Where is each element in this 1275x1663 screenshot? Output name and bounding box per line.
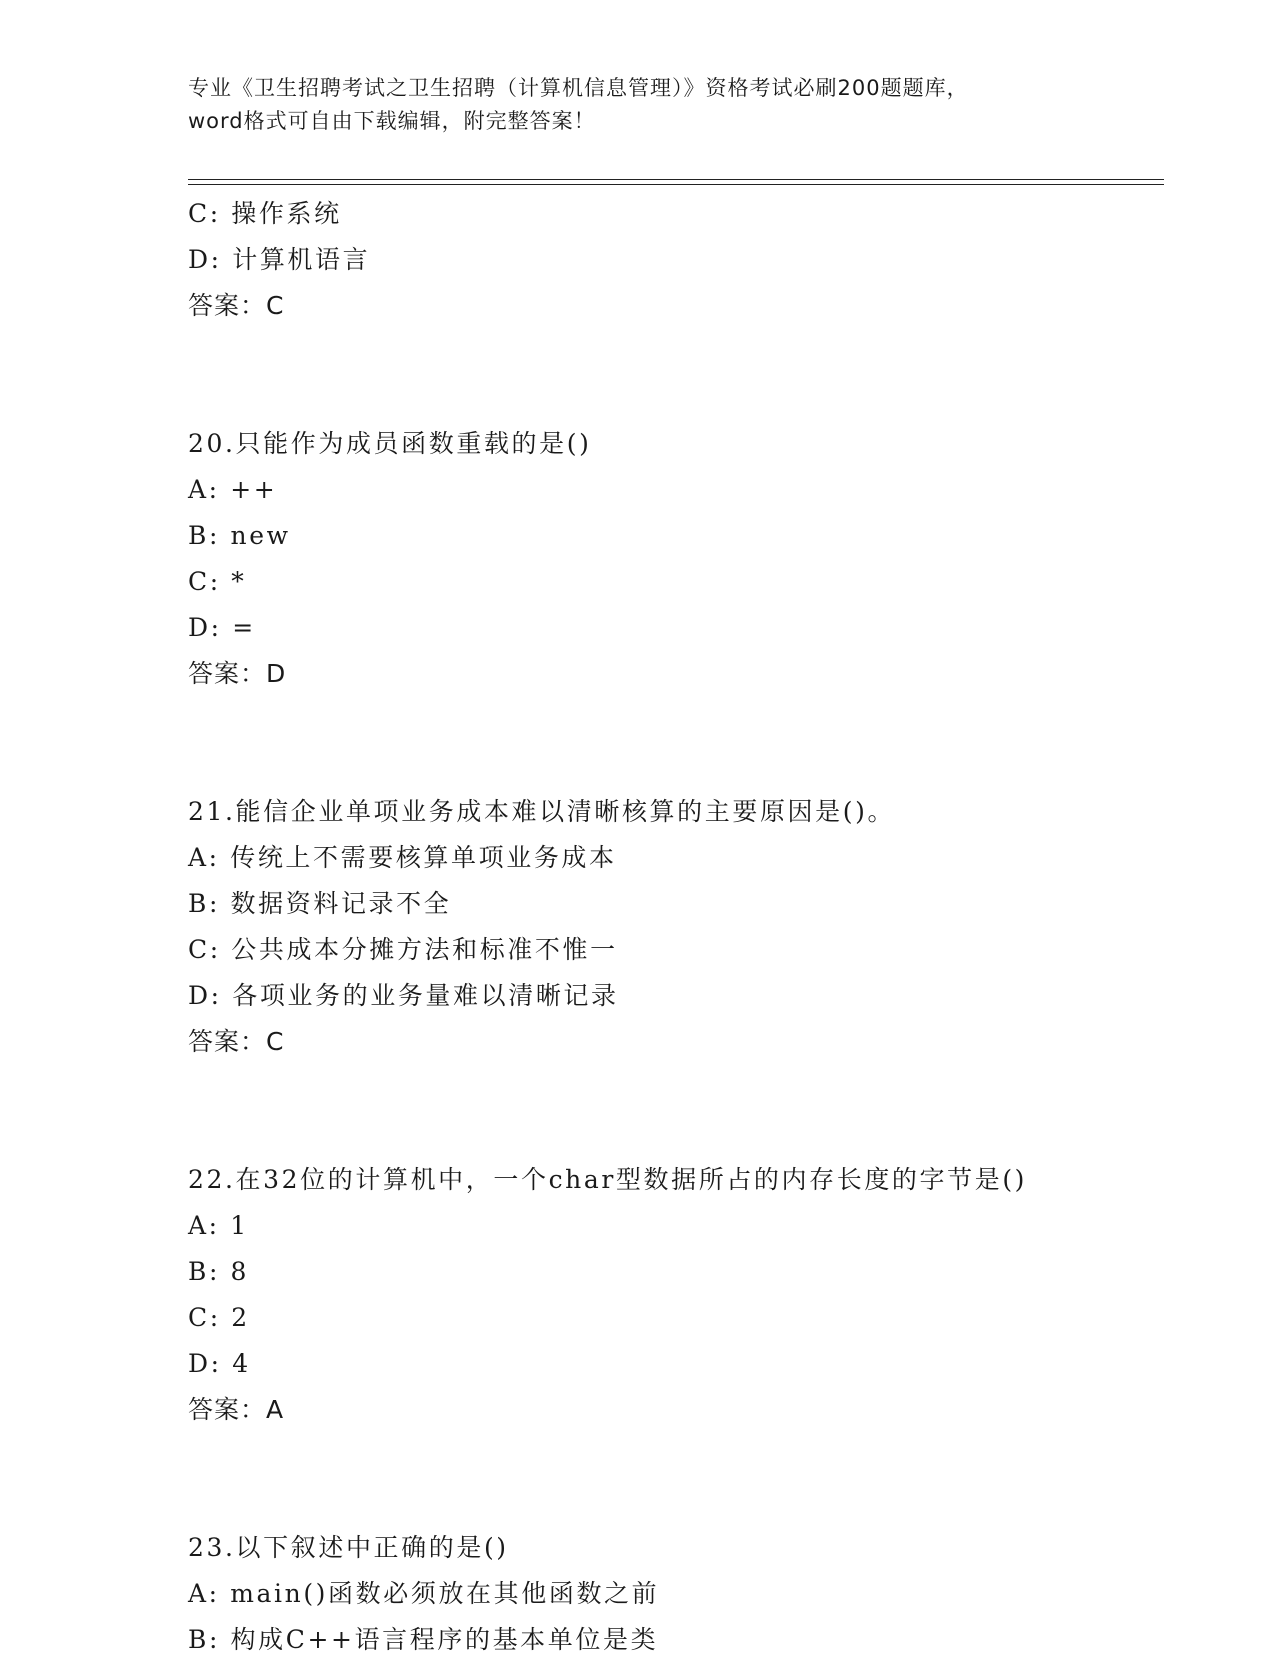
option-b: B: new (188, 521, 291, 550)
spacer (188, 1433, 1168, 1525)
option-d: D: = (188, 613, 256, 642)
spacer (188, 1065, 1168, 1157)
option-b: B: 8 (188, 1257, 250, 1286)
spacer (188, 329, 1168, 421)
answer: 答案：D (188, 659, 287, 688)
header-line-2: word格式可自由下载编辑，附完整答案！ (188, 109, 596, 133)
question-list (188, 191, 1168, 1663)
option-c: C: 公共成本分摊方法和标准不惟一 (188, 935, 618, 964)
answer: 答案：C (188, 1027, 285, 1056)
question-20 (188, 421, 1168, 697)
question-23 (188, 1525, 1168, 1663)
answer: 答案：C (188, 291, 285, 320)
option-d: D: 各项业务的业务量难以清晰记录 (188, 981, 619, 1010)
option-a: A: 1 (188, 1211, 249, 1240)
question-19-continued (188, 191, 1168, 329)
document-header (188, 72, 1088, 138)
header-divider-bottom (188, 184, 1164, 185)
option-c: C: 2 (188, 1303, 250, 1332)
answer: 答案：A (188, 1395, 285, 1424)
question-22 (188, 1157, 1168, 1433)
option-b: B: 数据资料记录不全 (188, 889, 452, 918)
question-stem: 20.只能作为成员函数重载的是() (188, 429, 592, 458)
option-b: B: 构成C++语言程序的基本单位是类 (188, 1625, 659, 1654)
option-c: C: 操作系统 (188, 199, 342, 228)
question-stem: 22.在32位的计算机中，一个char型数据所占的内存长度的字节是() (188, 1165, 1028, 1194)
option-c: C: * (188, 567, 247, 596)
question-stem: 23.以下叙述中正确的是() (188, 1533, 509, 1562)
option-d: D: 计算机语言 (188, 245, 371, 274)
header-line-1: 专业《卫生招聘考试之卫生招聘（计算机信息管理）》资格考试必刷200题题库， (188, 76, 969, 100)
spacer (188, 697, 1168, 789)
option-a: A: main()函数必须放在其他函数之前 (188, 1579, 660, 1608)
option-d: D: 4 (188, 1349, 251, 1378)
option-a: A: ++ (188, 475, 278, 504)
question-stem: 21.能信企业单项业务成本难以清晰核算的主要原因是()。 (188, 797, 896, 826)
option-a: A: 传统上不需要核算单项业务成本 (188, 843, 617, 872)
header-divider-top (188, 179, 1164, 180)
question-21 (188, 789, 1168, 1065)
